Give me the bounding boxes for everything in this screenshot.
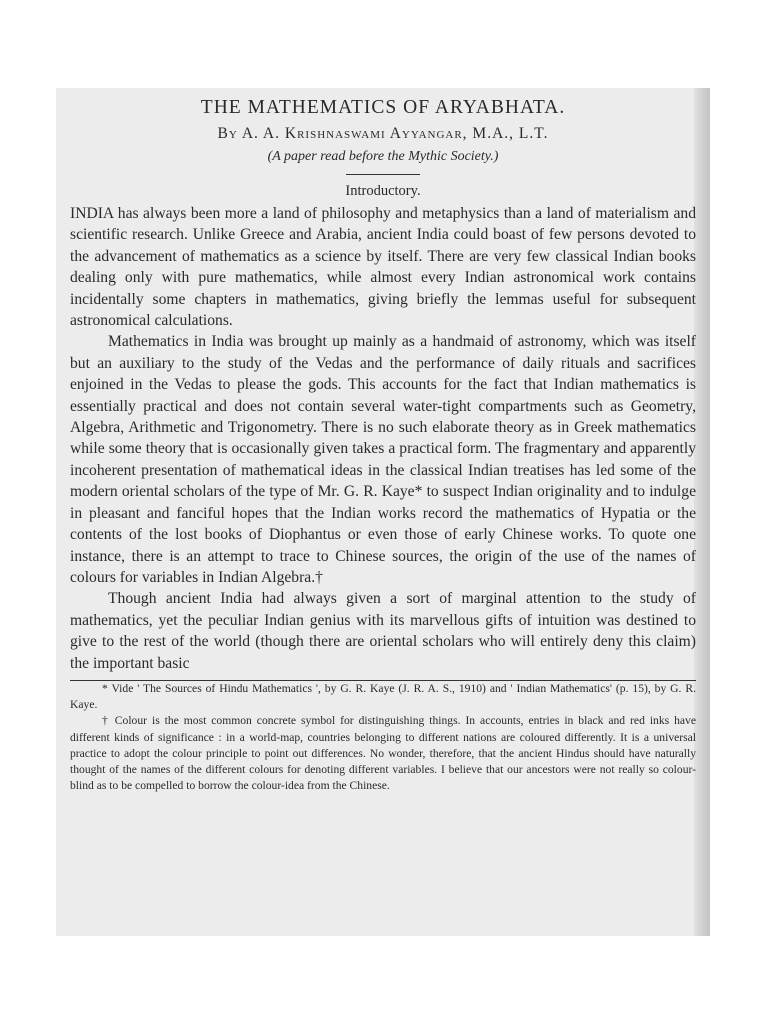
title-divider bbox=[346, 174, 420, 175]
paragraph-3: Though ancient India had always given a sort of marginal attention to the study of mathematics, yet the peculiar Indian genius with its marvellous gifts of intuition was destined to give to the rest of the world (though there are oriental scholars who will entirely deny this claim) the important basic bbox=[70, 590, 696, 672]
footnote-2: † Colour is the most common concrete symbol for distinguishing things. In accounts, entries in black and red inks have different kinds of significance : in a world-map, countries belonging to different nations are coloured differently. It is a universal practice to adopt the colour principle to point out differences. No wonder, therefore, that the ancient Hindus should have naturally thought of the names of the different colours for denoting different variables. I believe that our ancestors were not really so colour-blind as to be compelled to borrow the colour-idea from the Chinese. bbox=[70, 714, 696, 793]
article-title: THE MATHEMATICS OF ARYABHATA. bbox=[200, 97, 566, 118]
footnote-1: * Vide ' The Sources of Hindu Mathematics ', by G. R. Kaye (J. R. A. S., 1910) and ' Indian Mathematics' (p. 15), by G. R. Kaye. bbox=[70, 681, 696, 712]
page-text-block bbox=[70, 94, 696, 794]
author-byline: By A. A. Krishnaswami Ayyangar, M.A., L.T. bbox=[217, 125, 549, 142]
section-heading: Introductory. bbox=[345, 183, 421, 199]
page-edge-shadow bbox=[694, 88, 710, 936]
paragraph-1: INDIA has always been more a land of philosophy and metaphysics than a land of materialism and scientific research. Unlike Greece and Arabia, ancient India could boast of few persons devoted to the advancement of mathematics as a science by itself. There are very few classical Indian books dealing only with pure mathematics, while almost every Indian astronomical work contains incidentally some chapters in mathematics, giving briefly the lemmas useful for subsequent astronomical calculations. bbox=[70, 205, 696, 330]
paragraph-2: Mathematics in India was brought up mainly as a handmaid of astronomy, which was itself but an auxiliary to the study of the Vedas and the performance of daily rituals and sacrifices enjoined in the Vedas to please the gods. This accounts for the fact that Indian mathematics is essentially practical and does not contain several water-tight compartments such as Geometry, Algebra, Arithmetic and Trigonometry. There is no such elaborate theory as in Greek mathematics while some theory that is occasionally given takes a practical form. The fragmentary and apparently incoherent presentation of mathematical ideas in the classical Indian treatises has led some of the modern oriental scholars of the type of Mr. G. R. Kaye* to suspect Indian originality and to indulge in pleasant and fanciful hopes that the Indian works record the mathematics of Hypatia or the contents of the lost books of Diophantus or even those of early Chinese works. To quote one instance, there is an attempt to trace to Chinese sources, the origin of the use of the names of colours for variables in Indian Algebra.† bbox=[70, 333, 696, 586]
paper-note: (A paper read before the Mythic Society.) bbox=[267, 149, 499, 164]
scanned-page bbox=[56, 88, 710, 936]
